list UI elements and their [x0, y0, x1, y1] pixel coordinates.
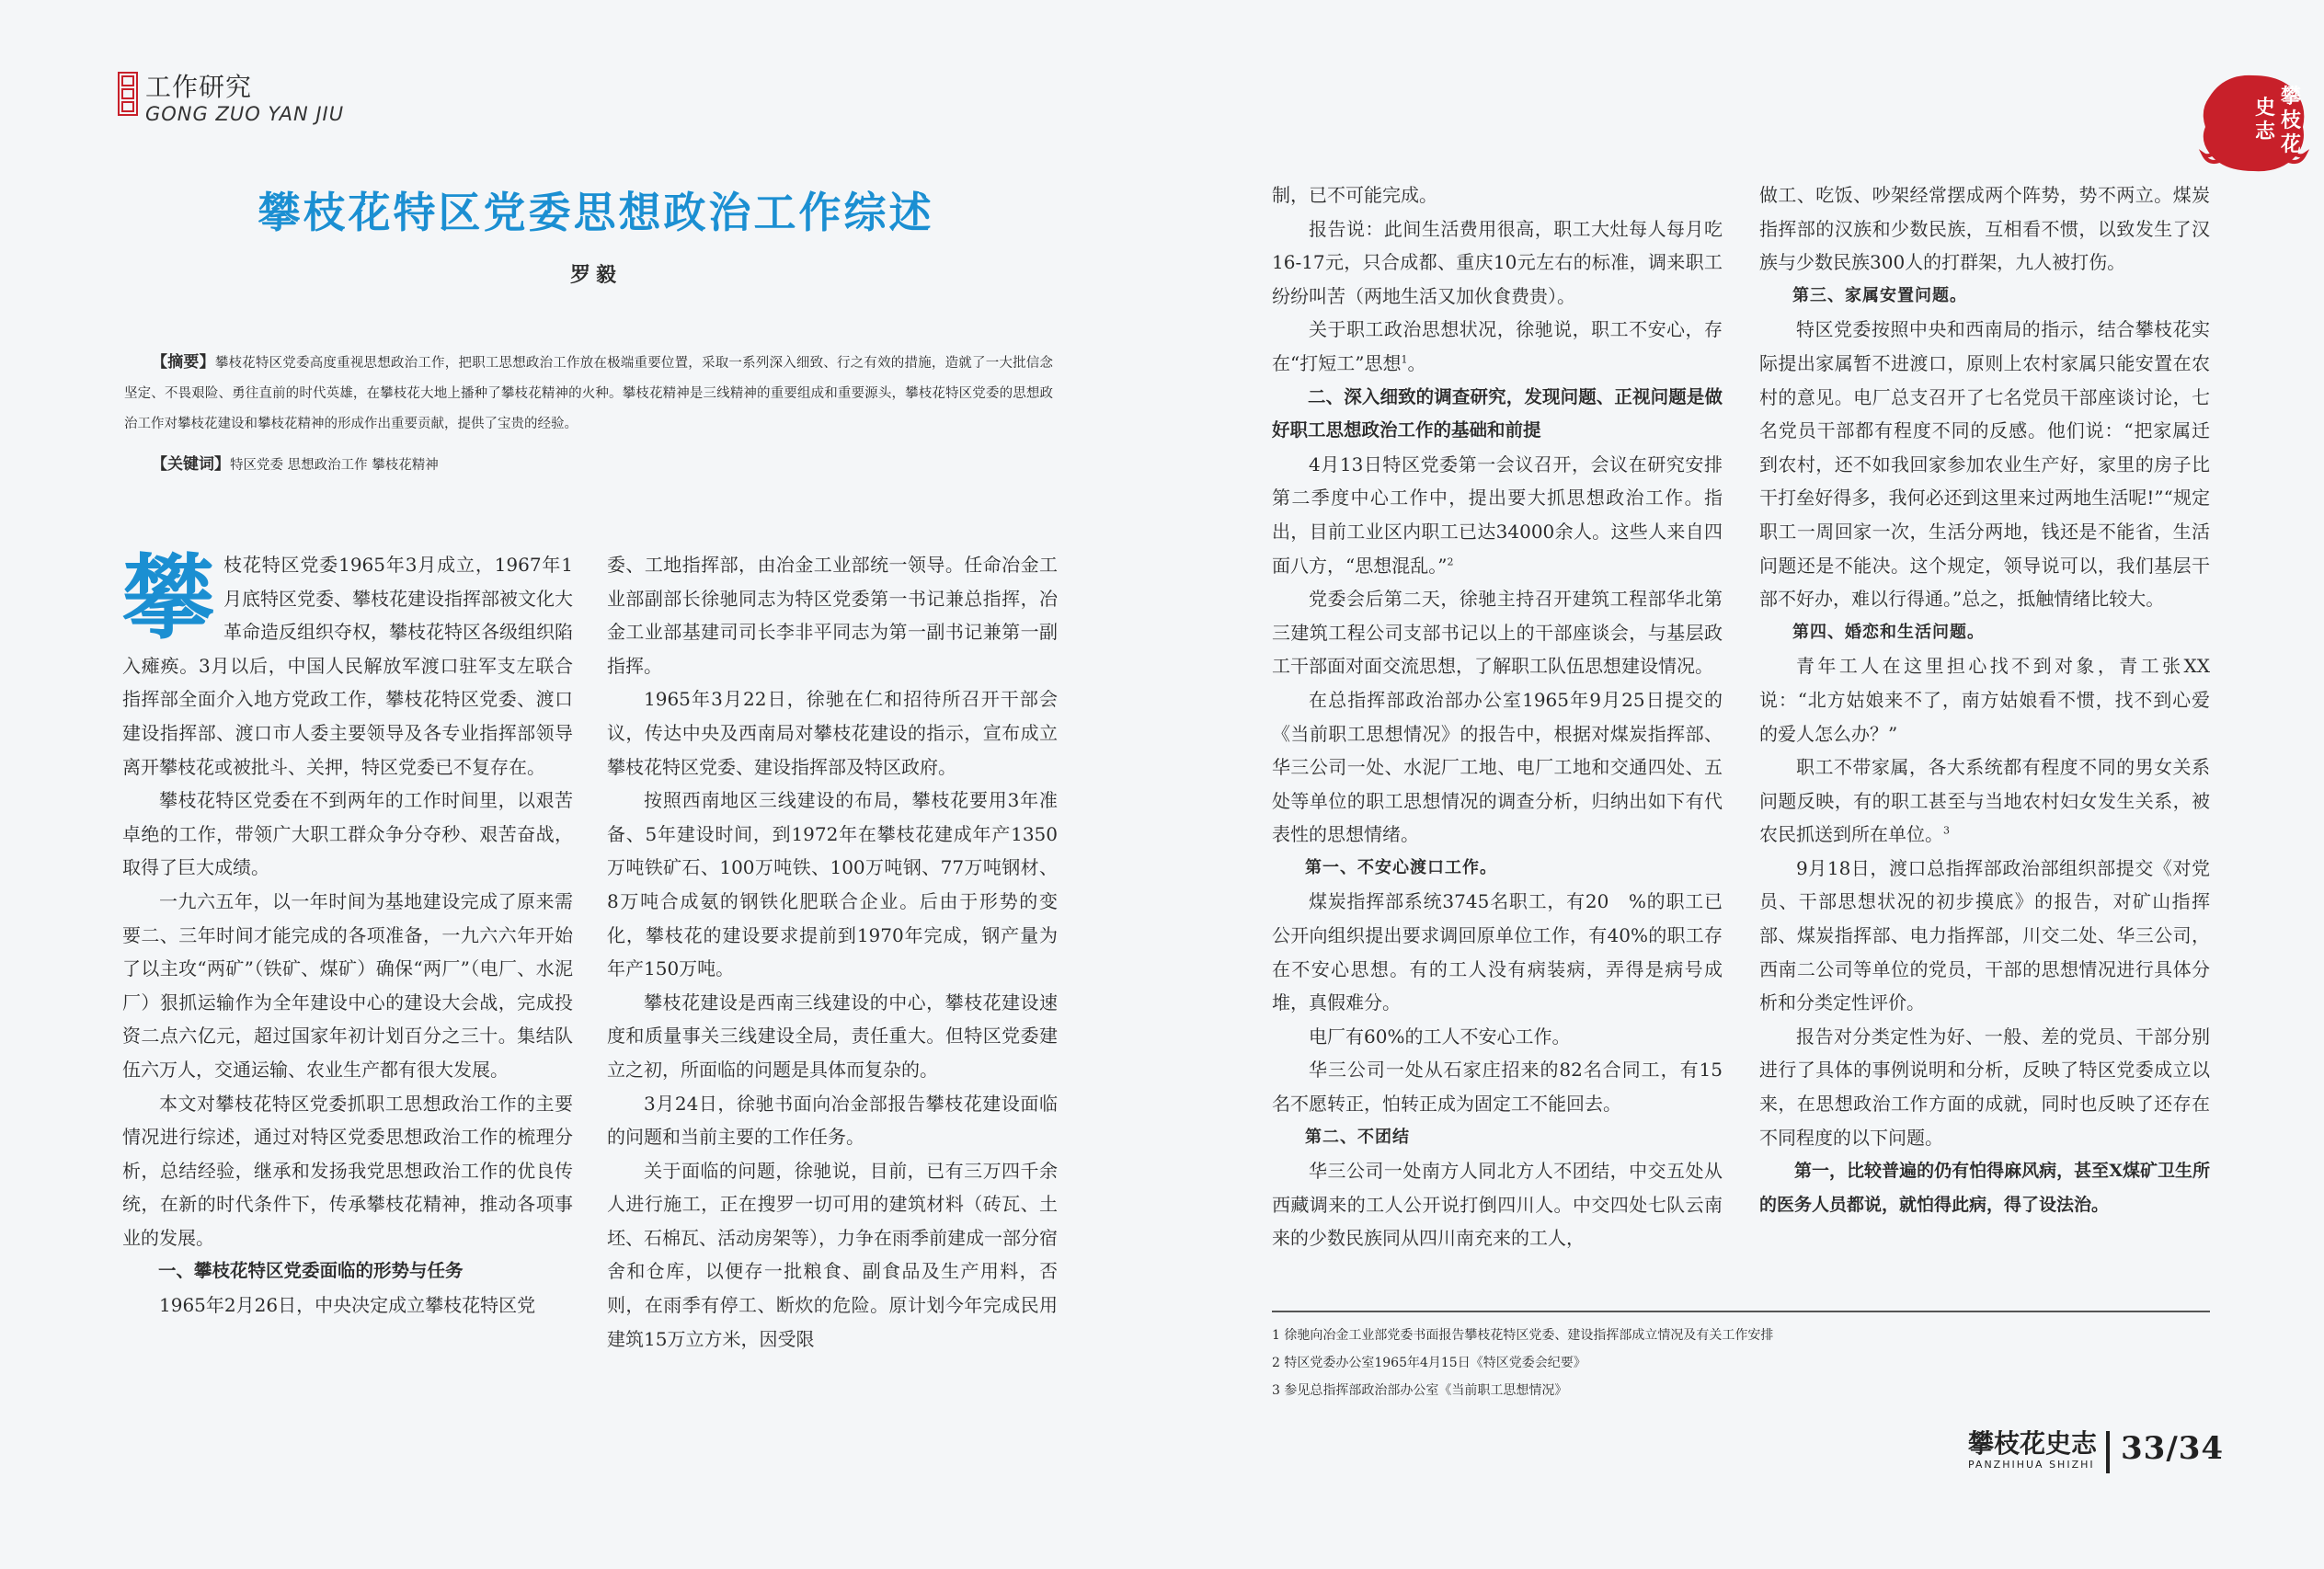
svg-text:志: 志: [2255, 120, 2276, 143]
paragraph: 特区党委按照中央和西南局的指示，结合攀枝花实际提出家属暂不进渡口，原则上农村家属只能安置在农村的意见。电厂总支召开了七名党员干部座谈讨论，七名党员干部都有程度不同的反感。他们说：“把家属迁到农村，还不如我回家参加农业生产好，家里的房子比干打垒好得多，我何必还到这里来过两地生活呢!”“规定职工一周回家一次，生活分两地，钱还是不能省，生活问题还是不能决。这个规定，领导说可以，我们基层干部不好办，难以行得通。”总之，抵触情绪比较大。: [1759, 318, 2210, 611]
article-author: 罗毅: [569, 264, 622, 287]
paragraph: 攀枝花特区党委1965年3月成立，1967年1月底特区党委、攀枝花建设指挥部被文化大革命造反组织夺权，攀枝花特区各级组织陷入瘫痪。3月以后，中国人民解放军渡口驻军支左联合指挥部全面介入地方党政工作，攀枝花特区党委、渡口建设指挥部、渡口市人委主要领导及各专业指挥部领导离开攀枝花或被批斗、关押，特区党委已不复存在。: [122, 544, 573, 778]
paragraph: 1965年2月26日，中央决定成立攀枝花特区党: [159, 1294, 536, 1317]
footnote-divider: [1272, 1311, 2210, 1312]
journal-name: 攀枝花史志: [1968, 1428, 2098, 1459]
drop-cap: 攀: [122, 544, 214, 652]
keywords-text: 特区党委 思想政治工作 攀枝花精神: [230, 458, 439, 473]
subheading: 第四、婚恋和生活问题。: [1792, 622, 1985, 642]
abstract: [124, 348, 1053, 440]
subheading: 第三、家属安置问题。: [1792, 285, 1967, 305]
paragraph: 关于职工政治思想状况，徐驰说，职工不安心，存在“打短工”思想$^1$。: [1272, 318, 1723, 374]
paragraph: 青年工人在这里担心找不到对象，青工张XX说：“北方姑娘来不了，南方姑娘看不惯，找不到心爱的爱人怎么办？”: [1759, 655, 2210, 745]
article-title: 攀枝花特区党委思想政治工作综述: [258, 188, 934, 237]
folio-divider: [2106, 1431, 2110, 1473]
paragraph: 委、工地指挥部，由冶金工业部统一领导。任命冶金工业部副部长徐驰同志为特区党委第一书记兼总指挥，冶金工业部基建司司长李非平同志为第一副书记兼第一副指挥。: [607, 554, 1058, 677]
paragraph: 攀枝花特区党委在不到两年的工作时间里，以艰苦卓绝的工作，带领广大职工群众争分夺秒、艰苦奋战，取得了巨大成绩。: [122, 789, 573, 879]
section-heading-1: 一、攀枝花特区党委面临的形势与任务: [158, 1260, 464, 1282]
paragraph: 本文对攀枝花特区党委抓职工思想政治工作的主要情况进行综述，通过对特区党委思想政治工作的梳理分析，总结经验，继承和发扬我党思想政治工作的优良传统，在新的时代条件下，传承攀枝花精神，推动各项事业的发展。: [122, 1092, 573, 1249]
subheading: 第一、不安心渡口工作。: [1305, 857, 1497, 877]
paragraph: 华三公司一处从石家庄招来的82名合同工，有15名不愿转正，怕转正成为固定工不能回去。: [1272, 1059, 1723, 1116]
text-column-3: [1272, 178, 1723, 1255]
journal-seal-logo: [2196, 66, 2310, 180]
section-logo-icon: [118, 72, 138, 116]
journal-pinyin: PANZHIHUA SHIZHI: [1968, 1459, 2095, 1471]
paragraph: 3月24日，徐驰书面向冶金部报告攀枝花建设面临的问题和当前主要的工作任务。: [607, 1092, 1058, 1149]
keywords-label: 【关键词】: [152, 455, 230, 474]
section-title: 工作研究: [145, 72, 253, 102]
abstract-label: 【摘要】: [152, 353, 215, 372]
svg-text:花: 花: [2281, 132, 2302, 156]
footnote: 3 参见总指挥部政治部办公室《当前职工思想情况》: [1272, 1383, 1568, 1398]
section-heading-2: 二、深入细致的调查研究，发现问题、正视问题是做好职工思想政治工作的基础和前提: [1272, 385, 1723, 441]
footnote-ref: 2: [1447, 555, 1454, 567]
footnote: 1 徐驰向冶金工业部党委书面报告攀枝花特区党委、建设指挥部成立情况及有关工作安排: [1272, 1328, 1774, 1343]
paragraph: 华三公司一处南方人同北方人不团结，中交五处从西藏调来的工人公开说打倒四川人。中交四处七队云南来的少数民族同从四川南充来的工人，: [1272, 1160, 1723, 1250]
footnote-ref: 3: [1943, 824, 1950, 837]
paragraph: 煤炭指挥部系统3745名职工，有20 %的职工已公开向组织提出要求调回原单位工作，有40%的职工存在不安心思想。有的工人没有病装病，弄得是病号成堆，真假难分。: [1272, 890, 1723, 1014]
paragraph: 第一，比较普遍的仍有怕得麻风病，甚至X煤矿卫生所的医务人员都说，就怕得此病，得了设法治。: [1759, 1161, 2210, 1215]
paragraph: 做工、吃饭、吵架经常摆成两个阵势，势不两立。煤炭指挥部的汉族和少数民族，互相看不惯，以致发生了汉族与少数民族300人的打群架，九人被打伤。: [1759, 184, 2210, 274]
paragraph: 党委会后第二天，徐驰主持召开建筑工程部华北第三建筑工程公司支部书记以上的干部座谈会，与基层政工干部面对面交流思想，了解职工队伍思想建设情况。: [1272, 588, 1723, 678]
paragraph: 按照西南地区三线建设的布局，攀枝花要用3年准备、5年建设时间，到1972年在攀枝花建成年产1350万吨铁矿石、100万吨铁、100万吨钢、77万吨钢材、8万吨合成氨的钢铁化肥联合企业。后由于形势的变化，攀枝花的建设要求提前到1970年完成，钢产量为年产150万吨。: [607, 789, 1058, 980]
footnotes: [1272, 1322, 2219, 1404]
svg-text:攀: 攀: [2281, 85, 2302, 109]
paragraph: 9月18日，渡口总指挥部政治部组织部提交《对党员、干部思想状况的初步摸底》的报告，对矿山指挥部、煤炭指挥部、电力指挥部，川交二处、华三公司，西南二公司等单位的党员，干部的思想情况进行具体分析和分类定性评价。: [1759, 856, 2210, 1014]
paragraph: 报告说：此间生活费用很高，职工大灶每人每月吃16-17元，只合成都、重庆10元左右的标准，调来职工纷纷叫苦（两地生活又加伙食费贵）。: [1272, 217, 1723, 307]
paragraph: 报告对分类定性为好、一般、差的党员、干部分别进行了具体的事例说明和分析，反映了特区党委成立以来，在思想政治工作方面的成就，同时也反映了还存在不同程度的以下问题。: [1759, 1025, 2210, 1149]
svg-text:史: 史: [2255, 96, 2276, 120]
paragraph: 在总指挥部政治部办公室1965年9月25日提交的《当前职工思想情况》的报告中，根据对煤炭指挥部、华三公司一处、水泥厂工地、电厂工地和交通四处、五处等单位的职工思想情况的调查分析，归纳出如下有代表性的思想情绪。: [1272, 688, 1723, 846]
section-pinyin: GONG ZUO YAN JIU: [145, 103, 345, 125]
text-column-4: [1759, 178, 2210, 1221]
paragraph: 4月13日特区党委第一会议召开，会议在研究安排第二季度中心工作中，提出要大抓思想政治工作。指出，目前工业区内职工已达34000余人。这些人来自四面八方，“思想混乱。”$^2$: [1272, 452, 1723, 577]
svg-text:枝: 枝: [2281, 109, 2302, 132]
text-column-1: [122, 544, 573, 1323]
paragraph: 关于面临的问题，徐驰说，目前，已有三万四千余人进行施工，正在搜罗一切可用的建筑材料（砖瓦、土坯、石棉瓦、活动房架等），力争在雨季前建成一部分宿舍和仓库，以便存一批粮食、副食品及生产用料，否则，在雨季有停工、断炊的危险。原计划今年完成民用建筑15万立方米，因受限: [607, 1159, 1058, 1350]
paragraph: 攀枝花建设是西南三线建设的中心，攀枝花建设速度和质量事关三线建设全局，责任重大。但特区党委建立之初，所面临的问题是具体而复杂的。: [607, 991, 1058, 1081]
keywords: [124, 451, 1053, 479]
paragraph: 一九六五年，以一年时间为基地建设完成了原来需要二、三年时间才能完成的各项准备，一九六六年开始了以主攻“两矿”（铁矿、煤矿）确保“两厂”（电厂、水泥厂）狠抓运输作为全年建设中心的建设大会战，完成投资二点六亿元，超过国家年初计划百分之三十。集结队伍六万人，交通运输、农业生产都有很大发展。: [122, 889, 573, 1081]
footnote: 2 特区党委办公室1965年4月15日《特区党委会纪要》: [1272, 1356, 1586, 1370]
page-numbers: 33/34: [2121, 1430, 2225, 1467]
text-column-2: [607, 548, 1058, 1356]
paragraph: 制，已不可能完成。: [1272, 184, 1437, 206]
paragraph: 1965年3月22日，徐驰在仁和招待所召开干部会议，传达中央及西南局对攀枝花建设的指示，宣布成立攀枝花特区党委、建设指挥部及特区政府。: [607, 688, 1058, 778]
section-header: [118, 72, 344, 125]
footnote-ref: 1: [1401, 353, 1408, 366]
paragraph: 电厂有60%的工人不安心工作。: [1309, 1025, 1571, 1048]
subheading: 第二、不团结: [1305, 1127, 1410, 1147]
paragraph: 职工不带家属，各大系统都有程度不同的男女关系问题反映，有的职工甚至与当地农村妇女发生关系，被农民抓送到所在单位。$^3$: [1759, 756, 2210, 846]
page-folio: [1968, 1429, 2224, 1473]
abstract-text: 攀枝花特区党委高度重视思想政治工作，把职工思想政治工作放在极端重要位置，采取一系列深入细致、行之有效的措施，造就了一大批信念坚定、不畏艰险、勇往直前的时代英雄，在攀枝花大地上播种了攀枝花精神的火种。攀枝花精神是三线精神的重要组成和重要源头，攀枝花特区党委的思想政治工作对攀枝花建设和攀枝花精神的形成作出重要贡献，提供了宝贵的经验。: [124, 356, 1054, 431]
